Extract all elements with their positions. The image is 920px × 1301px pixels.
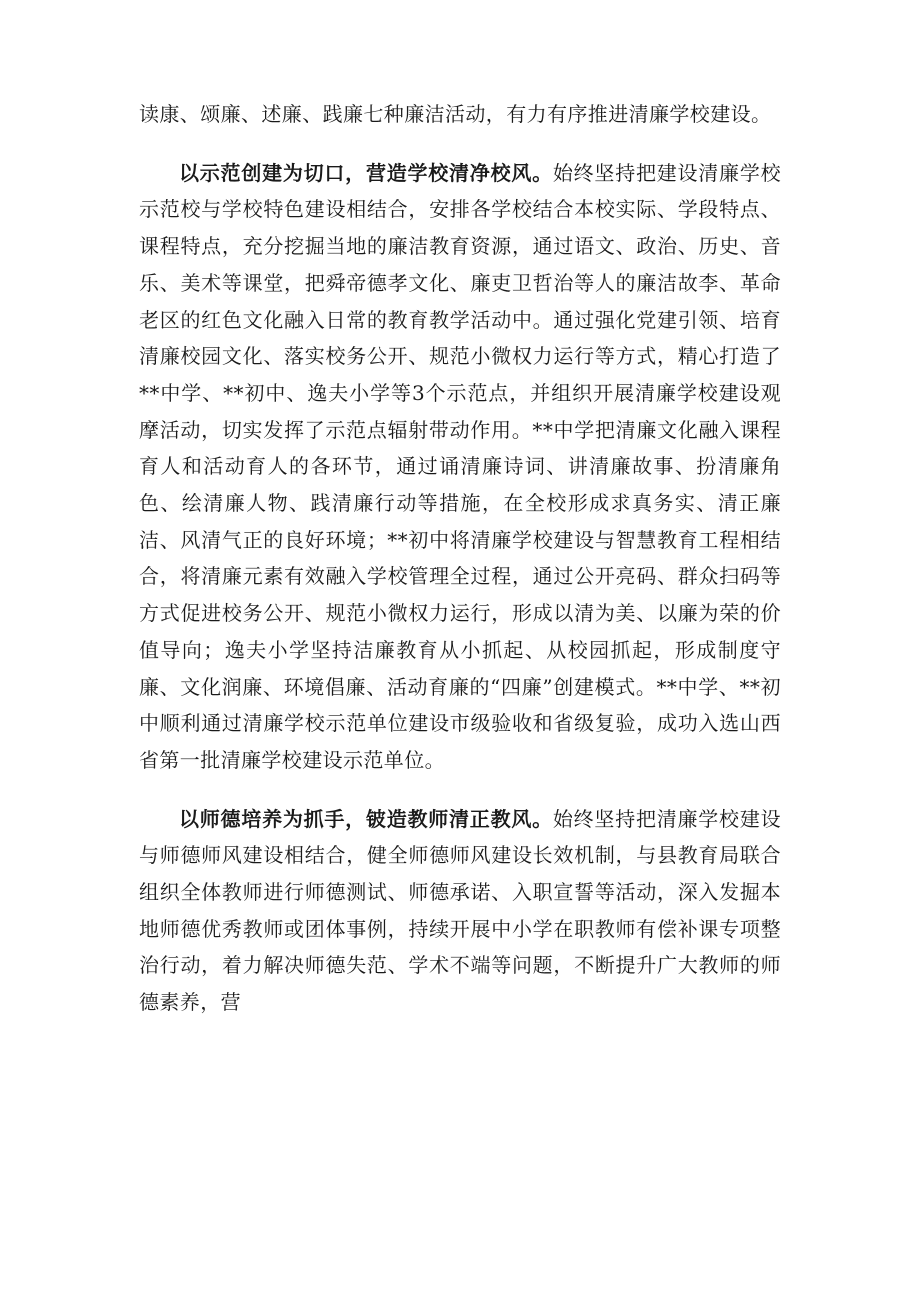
paragraph-3 bbox=[139, 801, 781, 1021]
document-body bbox=[139, 96, 781, 1021]
paragraph-gap bbox=[139, 779, 781, 801]
paragraph-2-text: 始终坚持把建设清廉学校示范校与学校特色建设相结合，安排各学校结合本校实际、学段特点、课程特点，充分挖掘当地的廉洁教育资源，通过语文、政治、历史、音乐、美术等课堂，把舜帝德孝文化、廉吏卫哲治等人的廉洁故李、革命老区的红色文化融入日常的教育教学活动中。通过强化党建引领、培育清廉校园文化、落实校务公开、规范小微权力运行等方式，精心打造了**中学、**初中、逸夫小学等3个示范点，并组织开展清廉学校建设观摩活动，切实发挥了示范点辐射带动作用。**中学把清廉文化融入课程育人和活动育人的各环节，通过诵清廉诗词、讲清廉故事、扮清廉角色、绘清廉人物、践清廉行动等措施，在全校形成求真务实、清正廉洁、风清气正的良好环境；**初中将清廉学校建设与智慧教育工程相结合，将清廉元素有效融入学校管理全过程，通过公开亮码、群众扫码等方式促进校务公开、规范小微权力运行，形成以清为美、以廉为荣的价值导向；逸夫小学坚持洁廉教育从小抓起、从校园抓起，形成制度守廉、文化润廉、环境倡廉、活动育廉的“四廉”创建模式。**中学、**初中顺利通过清廉学校示范单位建设市级验收和省级复验，成功入选山西省第一批清廉学校建设示范单位。 bbox=[139, 160, 782, 772]
paragraph-3-lead: 以师德培养为抓手，铍造教师清正教风。 bbox=[179, 806, 553, 831]
paragraph-2 bbox=[139, 155, 781, 779]
paragraph-gap bbox=[139, 133, 781, 155]
paragraph-1-text: 读康、颂廉、述廉、践廉七种廉洁活动，有力有序推进清廉学校建设。 bbox=[139, 102, 772, 126]
paragraph-3-text: 始终坚持把清廉学校建设与师德师风建设相结合，健全师德师风建设长效机制，与县教育局联合组织全体教师进行师德测试、师德承诺、入职宣誓等活动，深入发掘本地师德优秀教师或团体事例，持续开展中小学在职教师有偿补课专项整治行动，着力解决师德失范、学术不端等问题，不断提升广大教师的师德素养，营 bbox=[139, 806, 782, 1015]
paragraph-1 bbox=[139, 96, 781, 133]
paragraph-2-lead: 以示范创建为切口，营造学校清净校风。 bbox=[179, 160, 553, 185]
